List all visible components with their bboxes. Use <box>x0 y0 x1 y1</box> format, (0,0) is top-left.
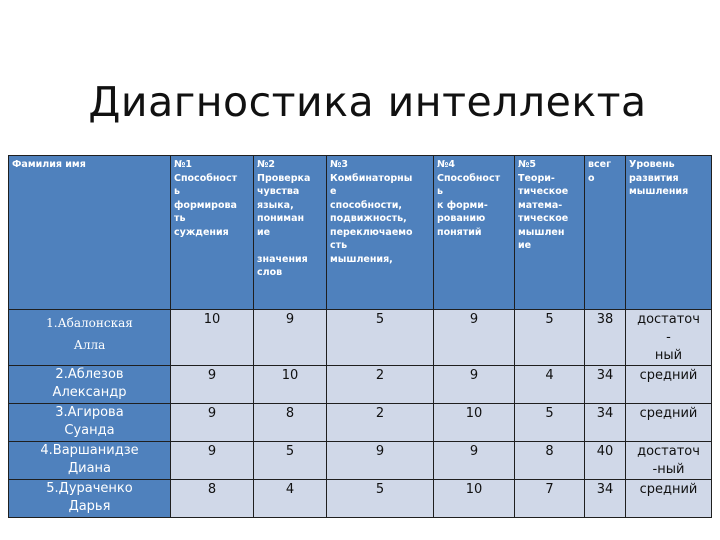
header-test-2: №2 Проверка чувства языка, пониман ие значения слов <box>254 156 327 310</box>
score-cell: 8 <box>171 480 254 518</box>
score-cell: 9 <box>171 442 254 480</box>
score-cell: 4 <box>254 480 327 518</box>
score-cell: 5 <box>254 442 327 480</box>
header-test-4: №4 Способност ь к форми- рованию понятий <box>434 156 515 310</box>
score-cell: 2 <box>327 366 434 404</box>
score-cell: 9 <box>171 366 254 404</box>
score-cell: 5 <box>327 310 434 366</box>
header-level: Уровень развития мышления <box>626 156 712 310</box>
table-row <box>9 442 712 480</box>
score-cell: 9 <box>327 442 434 480</box>
score-cell: 4 <box>515 366 585 404</box>
score-cell: 8 <box>254 404 327 442</box>
score-cell: 9 <box>434 366 515 404</box>
table-row <box>9 366 712 404</box>
thinking-level-cell: средний <box>626 404 712 442</box>
score-cell: 10 <box>254 366 327 404</box>
score-cell: 5 <box>515 404 585 442</box>
header-test-1: №1 Способност ь формирова ть суждения <box>171 156 254 310</box>
total-score-cell: 34 <box>585 480 626 518</box>
header-test-5: №5 Теори- тическое матема- тическое мышлен ие <box>515 156 585 310</box>
score-cell: 7 <box>515 480 585 518</box>
total-score-cell: 34 <box>585 366 626 404</box>
student-name-cell: 2.Аблезов Александр <box>9 366 171 404</box>
score-cell: 9 <box>254 310 327 366</box>
table-row <box>9 404 712 442</box>
score-cell: 9 <box>434 310 515 366</box>
score-cell: 10 <box>434 404 515 442</box>
score-cell: 10 <box>434 480 515 518</box>
total-score-cell: 34 <box>585 404 626 442</box>
header-name: Фамилия имя <box>9 156 171 310</box>
thinking-level-cell: средний <box>626 480 712 518</box>
score-cell: 2 <box>327 404 434 442</box>
student-name-cell: 3.Агирова Суанда <box>9 404 171 442</box>
header-total: всег о <box>585 156 626 310</box>
thinking-level-cell: достаточ - ный <box>626 310 712 366</box>
score-cell: 5 <box>327 480 434 518</box>
score-cell: 5 <box>515 310 585 366</box>
table-row <box>9 480 712 518</box>
total-score-cell: 38 <box>585 310 626 366</box>
table-row <box>9 310 712 366</box>
page-title: Диагностика интеллекта <box>88 78 647 126</box>
thinking-level-cell: средний <box>626 366 712 404</box>
score-cell: 9 <box>171 404 254 442</box>
score-cell: 10 <box>171 310 254 366</box>
header-row <box>9 156 712 310</box>
student-name-cell: 5.Дураченко Дарья <box>9 480 171 518</box>
score-cell: 9 <box>434 442 515 480</box>
score-cell: 8 <box>515 442 585 480</box>
total-score-cell: 40 <box>585 442 626 480</box>
student-name-cell: 4.Варшанидзе Диана <box>9 442 171 480</box>
intelligence-table <box>8 155 712 518</box>
thinking-level-cell: достаточ -ный <box>626 442 712 480</box>
student-name-cell: 1.Абалонская Алла <box>9 310 171 366</box>
header-test-3: №3 Комбинаторны е способности, подвижность, переключаемо сть мышления, <box>327 156 434 310</box>
